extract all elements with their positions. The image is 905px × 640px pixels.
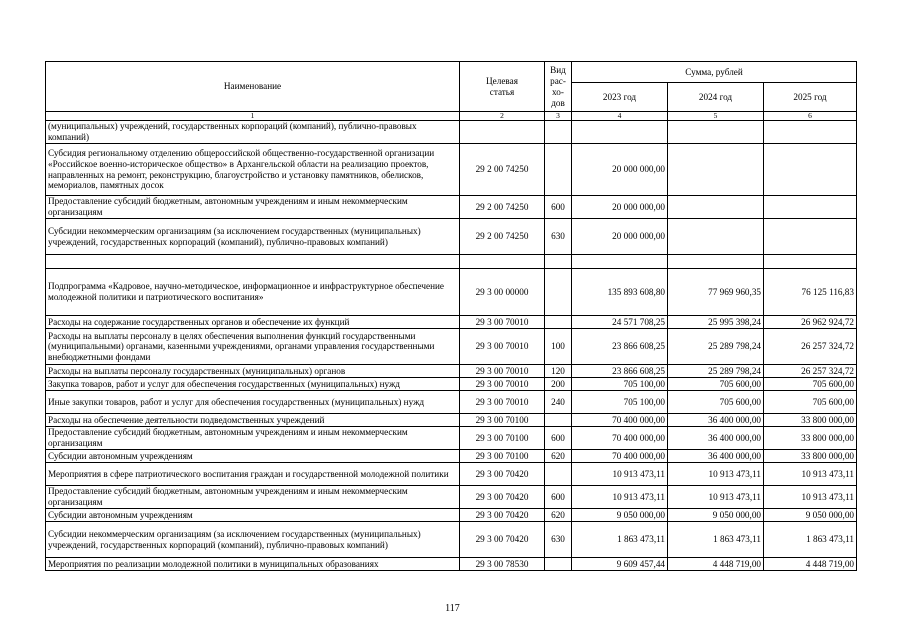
header-kind-line: рас- bbox=[550, 75, 566, 86]
row-name: Мероприятия в сфере патриотического воспитания граждан и государственной молодежной политики bbox=[46, 463, 460, 486]
row-sum-2023: 20 000 000,00 bbox=[572, 219, 668, 255]
row-sum-2025: 10 913 473,11 bbox=[764, 463, 857, 486]
row-sum-2024 bbox=[668, 196, 764, 219]
header-year-2025: 2025 год bbox=[764, 83, 857, 112]
row-sum-2024 bbox=[668, 121, 764, 144]
row-sum-2024: 25 995 398,24 bbox=[668, 316, 764, 329]
row-sum-2025: 76 125 116,83 bbox=[764, 269, 857, 316]
row-expense-kind: 630 bbox=[545, 219, 572, 255]
row-expense-kind: 120 bbox=[545, 365, 572, 378]
table-row bbox=[46, 486, 857, 509]
row-sum-2023: 70 400 000,00 bbox=[572, 450, 668, 463]
header-year-2023: 2023 год bbox=[572, 83, 668, 112]
row-expense-kind: 600 bbox=[545, 486, 572, 509]
row-name: Субсидия региональному отделению общероссийской общественно-государственной организации «Российское военно-историческое общество» в Архангельской области на реализацию проектов, направленных на ремонт, реконструкцию, благоустройство и установку памятников, обелисков, мемориалов, памятных досок bbox=[46, 144, 460, 196]
row-target-article: 29 3 00 70010 bbox=[460, 329, 545, 365]
row-expense-kind bbox=[545, 414, 572, 427]
row-sum-2025: 1 863 473,11 bbox=[764, 522, 857, 558]
row-sum-2025: 705 600,00 bbox=[764, 378, 857, 391]
table-row bbox=[46, 269, 857, 316]
row-sum-2023 bbox=[572, 255, 668, 269]
row-expense-kind bbox=[545, 121, 572, 144]
row-sum-2023: 10 913 473,11 bbox=[572, 486, 668, 509]
header-target-article: Целевая статья bbox=[460, 62, 545, 112]
row-expense-kind bbox=[545, 269, 572, 316]
table-body bbox=[46, 121, 857, 571]
table-row bbox=[46, 196, 857, 219]
table-row bbox=[46, 255, 857, 269]
row-name: Предоставление субсидий бюджетным, автономным учреждениям и иным некоммерческим организациям bbox=[46, 196, 460, 219]
row-name: Иные закупки товаров, работ и услуг для обеспечения государственных (муниципальных) нужд bbox=[46, 391, 460, 414]
row-sum-2025: 26 962 924,72 bbox=[764, 316, 857, 329]
budget-table bbox=[45, 61, 857, 571]
row-sum-2024: 25 289 798,24 bbox=[668, 365, 764, 378]
row-expense-kind bbox=[545, 144, 572, 196]
row-name: Предоставление субсидий бюджетным, автономным учреждениям и иным некоммерческим организациям bbox=[46, 486, 460, 509]
table-row bbox=[46, 378, 857, 391]
row-name: Расходы на содержание государственных органов и обеспечение их функций bbox=[46, 316, 460, 329]
header-sum: Сумма, рублей bbox=[572, 62, 857, 83]
row-sum-2023: 70 400 000,00 bbox=[572, 414, 668, 427]
row-sum-2025: 26 257 324,72 bbox=[764, 329, 857, 365]
row-sum-2025: 9 050 000,00 bbox=[764, 509, 857, 522]
row-sum-2023: 24 571 708,25 bbox=[572, 316, 668, 329]
row-sum-2025 bbox=[764, 255, 857, 269]
row-expense-kind bbox=[545, 255, 572, 269]
row-expense-kind: 100 bbox=[545, 329, 572, 365]
row-target-article: 29 3 00 70420 bbox=[460, 486, 545, 509]
row-sum-2023: 135 893 608,80 bbox=[572, 269, 668, 316]
table-row bbox=[46, 463, 857, 486]
row-target-article: 29 2 00 74250 bbox=[460, 144, 545, 196]
row-target-article: 29 3 00 70420 bbox=[460, 509, 545, 522]
row-sum-2024: 36 400 000,00 bbox=[668, 414, 764, 427]
table-row bbox=[46, 121, 857, 144]
header-kind-line: хо- bbox=[552, 86, 564, 97]
row-sum-2024: 705 600,00 bbox=[668, 378, 764, 391]
row-sum-2023: 23 866 608,25 bbox=[572, 365, 668, 378]
header-expense-kind bbox=[545, 62, 572, 112]
table-row bbox=[46, 329, 857, 365]
row-sum-2024: 77 969 960,35 bbox=[668, 269, 764, 316]
row-sum-2023 bbox=[572, 121, 668, 144]
header-year-2024: 2024 год bbox=[668, 83, 764, 112]
row-name: Закупка товаров, работ и услуг для обеспечения государственных (муниципальных) нужд bbox=[46, 378, 460, 391]
row-name: Субсидии некоммерческим организациям (за исключением государственных (муниципальных) учреждений, государственных корпораций (компаний), публично-правовых компаний) bbox=[46, 219, 460, 255]
row-sum-2024: 705 600,00 bbox=[668, 391, 764, 414]
header-kind-line: Вид bbox=[550, 64, 566, 75]
row-target-article: 29 3 00 70100 bbox=[460, 414, 545, 427]
row-sum-2024 bbox=[668, 255, 764, 269]
row-sum-2025 bbox=[764, 121, 857, 144]
row-name: Субсидии автономным учреждениям bbox=[46, 450, 460, 463]
row-expense-kind: 200 bbox=[545, 378, 572, 391]
table-row bbox=[46, 427, 857, 450]
column-number: 1 bbox=[46, 112, 460, 121]
row-name: (муниципальных) учреждений, государственных корпораций (компаний), публично-правовых компаний) bbox=[46, 121, 460, 144]
row-sum-2023: 20 000 000,00 bbox=[572, 196, 668, 219]
row-target-article: 29 3 00 70010 bbox=[460, 391, 545, 414]
row-sum-2024: 9 050 000,00 bbox=[668, 509, 764, 522]
row-sum-2025 bbox=[764, 219, 857, 255]
row-sum-2023: 20 000 000,00 bbox=[572, 144, 668, 196]
row-sum-2024: 36 400 000,00 bbox=[668, 450, 764, 463]
row-target-article: 29 3 00 78530 bbox=[460, 558, 545, 571]
row-target-article: 29 3 00 70010 bbox=[460, 365, 545, 378]
table-row bbox=[46, 219, 857, 255]
table-row bbox=[46, 509, 857, 522]
row-target-article: 29 3 00 00000 bbox=[460, 269, 545, 316]
row-name: Мероприятия по реализации молодежной политики в муниципальных образованиях bbox=[46, 558, 460, 571]
row-sum-2025: 705 600,00 bbox=[764, 391, 857, 414]
row-sum-2025: 4 448 719,00 bbox=[764, 558, 857, 571]
row-sum-2023: 705 100,00 bbox=[572, 391, 668, 414]
row-sum-2024: 36 400 000,00 bbox=[668, 427, 764, 450]
column-number: 3 bbox=[545, 112, 572, 121]
row-expense-kind: 620 bbox=[545, 450, 572, 463]
table-row bbox=[46, 144, 857, 196]
row-sum-2023: 70 400 000,00 bbox=[572, 427, 668, 450]
row-name: Подпрограмма «Кадровое, научно-методическое, информационное и инфраструктурное обеспечение молодежной политики и патриотического воспитания» bbox=[46, 269, 460, 316]
row-expense-kind bbox=[545, 558, 572, 571]
row-target-article: 29 2 00 74250 bbox=[460, 196, 545, 219]
table-row bbox=[46, 365, 857, 378]
row-expense-kind: 630 bbox=[545, 522, 572, 558]
row-expense-kind bbox=[545, 463, 572, 486]
row-name: Расходы на выплаты персоналу государственных (муниципальных) органов bbox=[46, 365, 460, 378]
table-row bbox=[46, 391, 857, 414]
row-target-article: 29 3 00 70100 bbox=[460, 450, 545, 463]
row-sum-2025 bbox=[764, 144, 857, 196]
row-expense-kind: 600 bbox=[545, 196, 572, 219]
row-expense-kind: 620 bbox=[545, 509, 572, 522]
row-sum-2023: 705 100,00 bbox=[572, 378, 668, 391]
column-number: 5 bbox=[668, 112, 764, 121]
row-target-article: 29 3 00 70100 bbox=[460, 427, 545, 450]
row-sum-2025: 33 800 000,00 bbox=[764, 414, 857, 427]
table-row bbox=[46, 558, 857, 571]
page-number: 117 bbox=[445, 603, 460, 614]
row-sum-2024 bbox=[668, 219, 764, 255]
row-name: Расходы на выплаты персоналу в целях обеспечения выполнения функций государственными (муниципальными) органами, казенными учреждениями, органами управления государственными внебюджетными фондами bbox=[46, 329, 460, 365]
row-expense-kind: 600 bbox=[545, 427, 572, 450]
row-sum-2023: 9 050 000,00 bbox=[572, 509, 668, 522]
row-sum-2024: 4 448 719,00 bbox=[668, 558, 764, 571]
table-row bbox=[46, 414, 857, 427]
table-row bbox=[46, 450, 857, 463]
row-target-article: 29 3 00 70010 bbox=[460, 378, 545, 391]
column-number: 2 bbox=[460, 112, 545, 121]
header-name: Наименование bbox=[46, 62, 460, 112]
row-sum-2024: 25 289 798,24 bbox=[668, 329, 764, 365]
table-row bbox=[46, 522, 857, 558]
header-kind-line: дов bbox=[551, 97, 565, 108]
row-target-article bbox=[460, 255, 545, 269]
row-sum-2023: 10 913 473,11 bbox=[572, 463, 668, 486]
row-sum-2024: 10 913 473,11 bbox=[668, 486, 764, 509]
row-sum-2024: 1 863 473,11 bbox=[668, 522, 764, 558]
row-name: Субсидии автономным учреждениям bbox=[46, 509, 460, 522]
row-target-article: 29 3 00 70420 bbox=[460, 463, 545, 486]
row-sum-2024: 10 913 473,11 bbox=[668, 463, 764, 486]
row-sum-2025: 33 800 000,00 bbox=[764, 427, 857, 450]
row-sum-2023: 23 866 608,25 bbox=[572, 329, 668, 365]
row-sum-2025: 26 257 324,72 bbox=[764, 365, 857, 378]
row-expense-kind: 240 bbox=[545, 391, 572, 414]
row-expense-kind bbox=[545, 316, 572, 329]
row-sum-2025 bbox=[764, 196, 857, 219]
table-row bbox=[46, 316, 857, 329]
row-target-article bbox=[460, 121, 545, 144]
row-name: Субсидии некоммерческим организациям (за исключением государственных (муниципальных) учреждений, государственных корпораций (компаний), публично-правовых компаний) bbox=[46, 522, 460, 558]
column-number: 6 bbox=[764, 112, 857, 121]
row-sum-2025: 10 913 473,11 bbox=[764, 486, 857, 509]
row-name bbox=[46, 255, 460, 269]
row-sum-2023: 1 863 473,11 bbox=[572, 522, 668, 558]
row-name: Расходы на обеспечение деятельности подведомственных учреждений bbox=[46, 414, 460, 427]
row-name: Предоставление субсидий бюджетным, автономным учреждениям и иным некоммерческим организациям bbox=[46, 427, 460, 450]
row-target-article: 29 2 00 74250 bbox=[460, 219, 545, 255]
row-sum-2023: 9 609 457,44 bbox=[572, 558, 668, 571]
row-sum-2024 bbox=[668, 144, 764, 196]
row-target-article: 29 3 00 70010 bbox=[460, 316, 545, 329]
row-sum-2025: 33 800 000,00 bbox=[764, 450, 857, 463]
row-target-article: 29 3 00 70420 bbox=[460, 522, 545, 558]
column-number: 4 bbox=[572, 112, 668, 121]
